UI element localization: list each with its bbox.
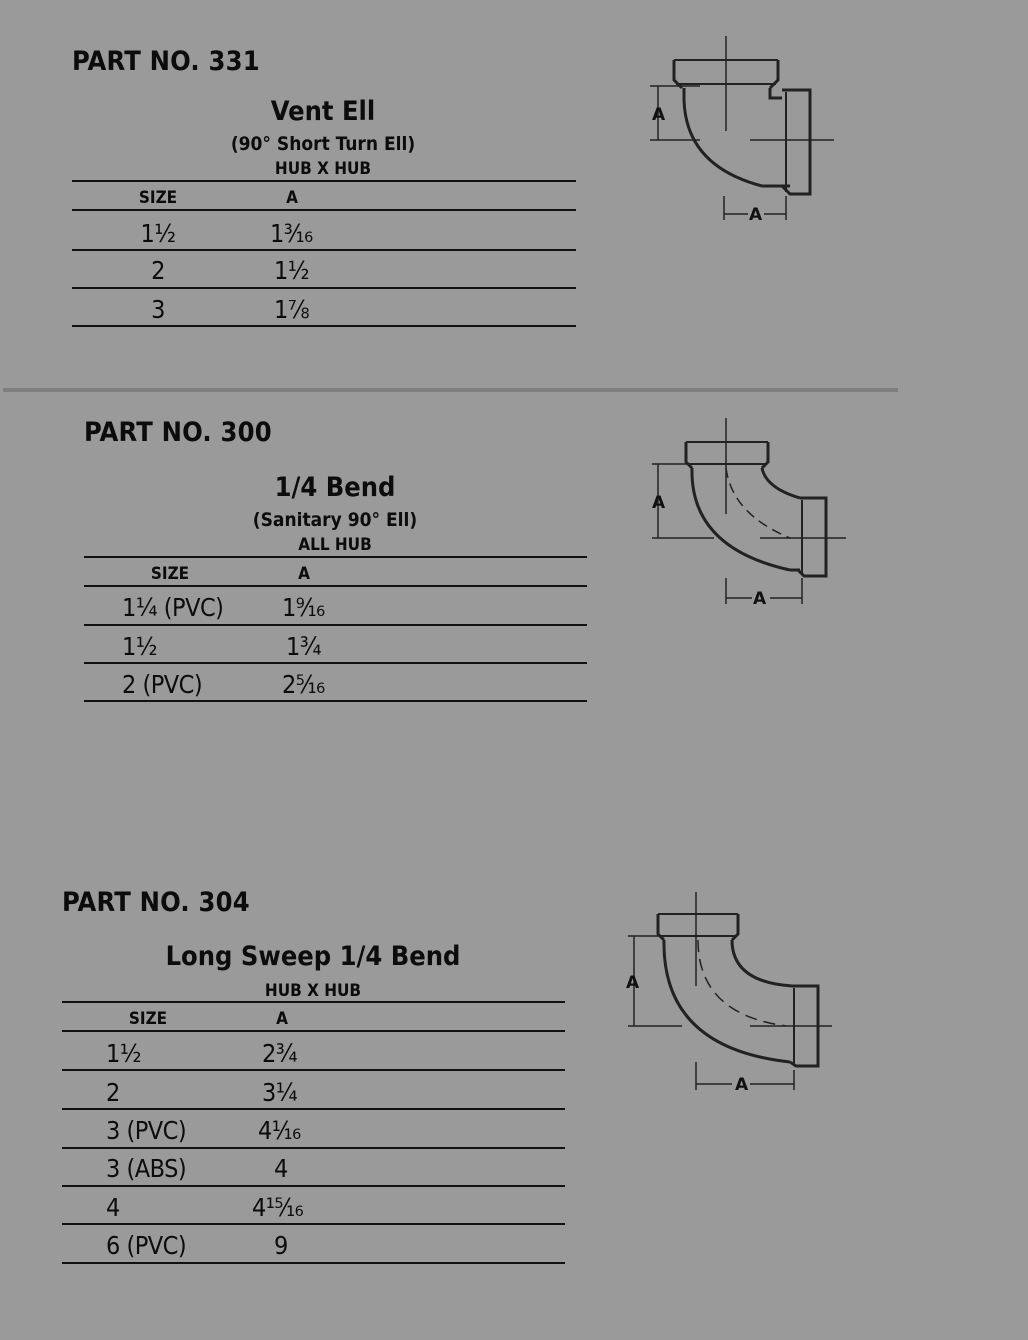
long-sweep-bend-diagram [620, 890, 840, 1100]
table-rule [84, 662, 587, 664]
a-cell: 4¹⁄₁₆ [258, 1116, 301, 1145]
table-rule [62, 1069, 565, 1071]
table-rule [72, 325, 576, 327]
connection-type: ALL HUB [298, 535, 372, 555]
size-cell: 1½ [106, 1039, 142, 1068]
quarter-bend-diagram [640, 418, 850, 608]
vent-ell-diagram [640, 36, 840, 226]
table-rule [62, 1108, 565, 1110]
table-rule [62, 1147, 565, 1149]
size-cell: 3 (ABS) [106, 1154, 187, 1183]
size-cell: 2 (PVC) [122, 670, 203, 699]
part-number: PART NO. 331 [72, 46, 260, 77]
size-header: SIZE [150, 564, 190, 584]
size-cell: 6 (PVC) [106, 1231, 187, 1260]
a-cell: 1⅞ [274, 295, 310, 324]
a-cell: 3¼ [262, 1078, 298, 1107]
table-rule [72, 180, 576, 182]
dimension-a-vertical: A [652, 105, 666, 125]
part-number: PART NO. 300 [84, 417, 272, 448]
dimension-a-vertical: A [652, 493, 666, 513]
dimension-a-horizontal: A [749, 205, 763, 225]
connection-type: HUB X HUB [274, 159, 372, 179]
size-cell: 1¼ (PVC) [122, 593, 224, 622]
table-rule [84, 700, 587, 702]
a-header: A [298, 564, 310, 584]
fitting-subtitle: (Sanitary 90° Ell) [252, 509, 418, 531]
table-rule [62, 1185, 565, 1187]
a-header: A [276, 1009, 288, 1029]
size-cell: 1½ [140, 219, 176, 248]
a-cell: 9 [274, 1231, 288, 1260]
a-cell: 1½ [274, 256, 310, 285]
dimension-a-vertical: A [626, 973, 640, 993]
dimension-a-horizontal: A [735, 1075, 749, 1095]
size-cell: 3 [151, 295, 165, 324]
size-header: SIZE [138, 188, 178, 208]
section-divider [3, 388, 898, 392]
fitting-subtitle: (90° Short Turn Ell) [230, 133, 416, 155]
fitting-title: Long Sweep 1/4 Bend [165, 941, 461, 972]
a-cell: 4 [274, 1154, 288, 1183]
a-cell: 2⁵⁄₁₆ [282, 670, 325, 699]
table-rule [62, 1030, 565, 1032]
table-rule [62, 1223, 565, 1225]
table-rule [84, 624, 587, 626]
part-number: PART NO. 304 [62, 887, 250, 918]
a-cell: 1⁹⁄₁₆ [282, 593, 325, 622]
size-cell: 4 [106, 1193, 120, 1222]
table-rule [62, 1262, 565, 1264]
fitting-title: Vent Ell [270, 96, 376, 127]
a-cell: 1³⁄₁₆ [270, 219, 313, 248]
a-cell: 1¾ [286, 632, 322, 661]
table-rule [72, 209, 576, 211]
dimension-a-horizontal: A [753, 589, 767, 609]
a-cell: 2¾ [262, 1039, 298, 1068]
size-cell: 3 (PVC) [106, 1116, 187, 1145]
table-rule [72, 287, 576, 289]
table-rule [84, 556, 587, 558]
size-cell: 1½ [122, 632, 158, 661]
a-header: A [286, 188, 298, 208]
size-cell: 2 [106, 1078, 120, 1107]
size-header: SIZE [128, 1009, 168, 1029]
table-rule [62, 1001, 565, 1003]
connection-type: HUB X HUB [264, 981, 362, 1001]
a-cell: 4¹⁵⁄₁₆ [252, 1193, 304, 1222]
table-rule [84, 585, 587, 587]
table-rule [72, 249, 576, 251]
size-cell: 2 [151, 256, 165, 285]
fitting-title: 1/4 Bend [274, 472, 396, 503]
